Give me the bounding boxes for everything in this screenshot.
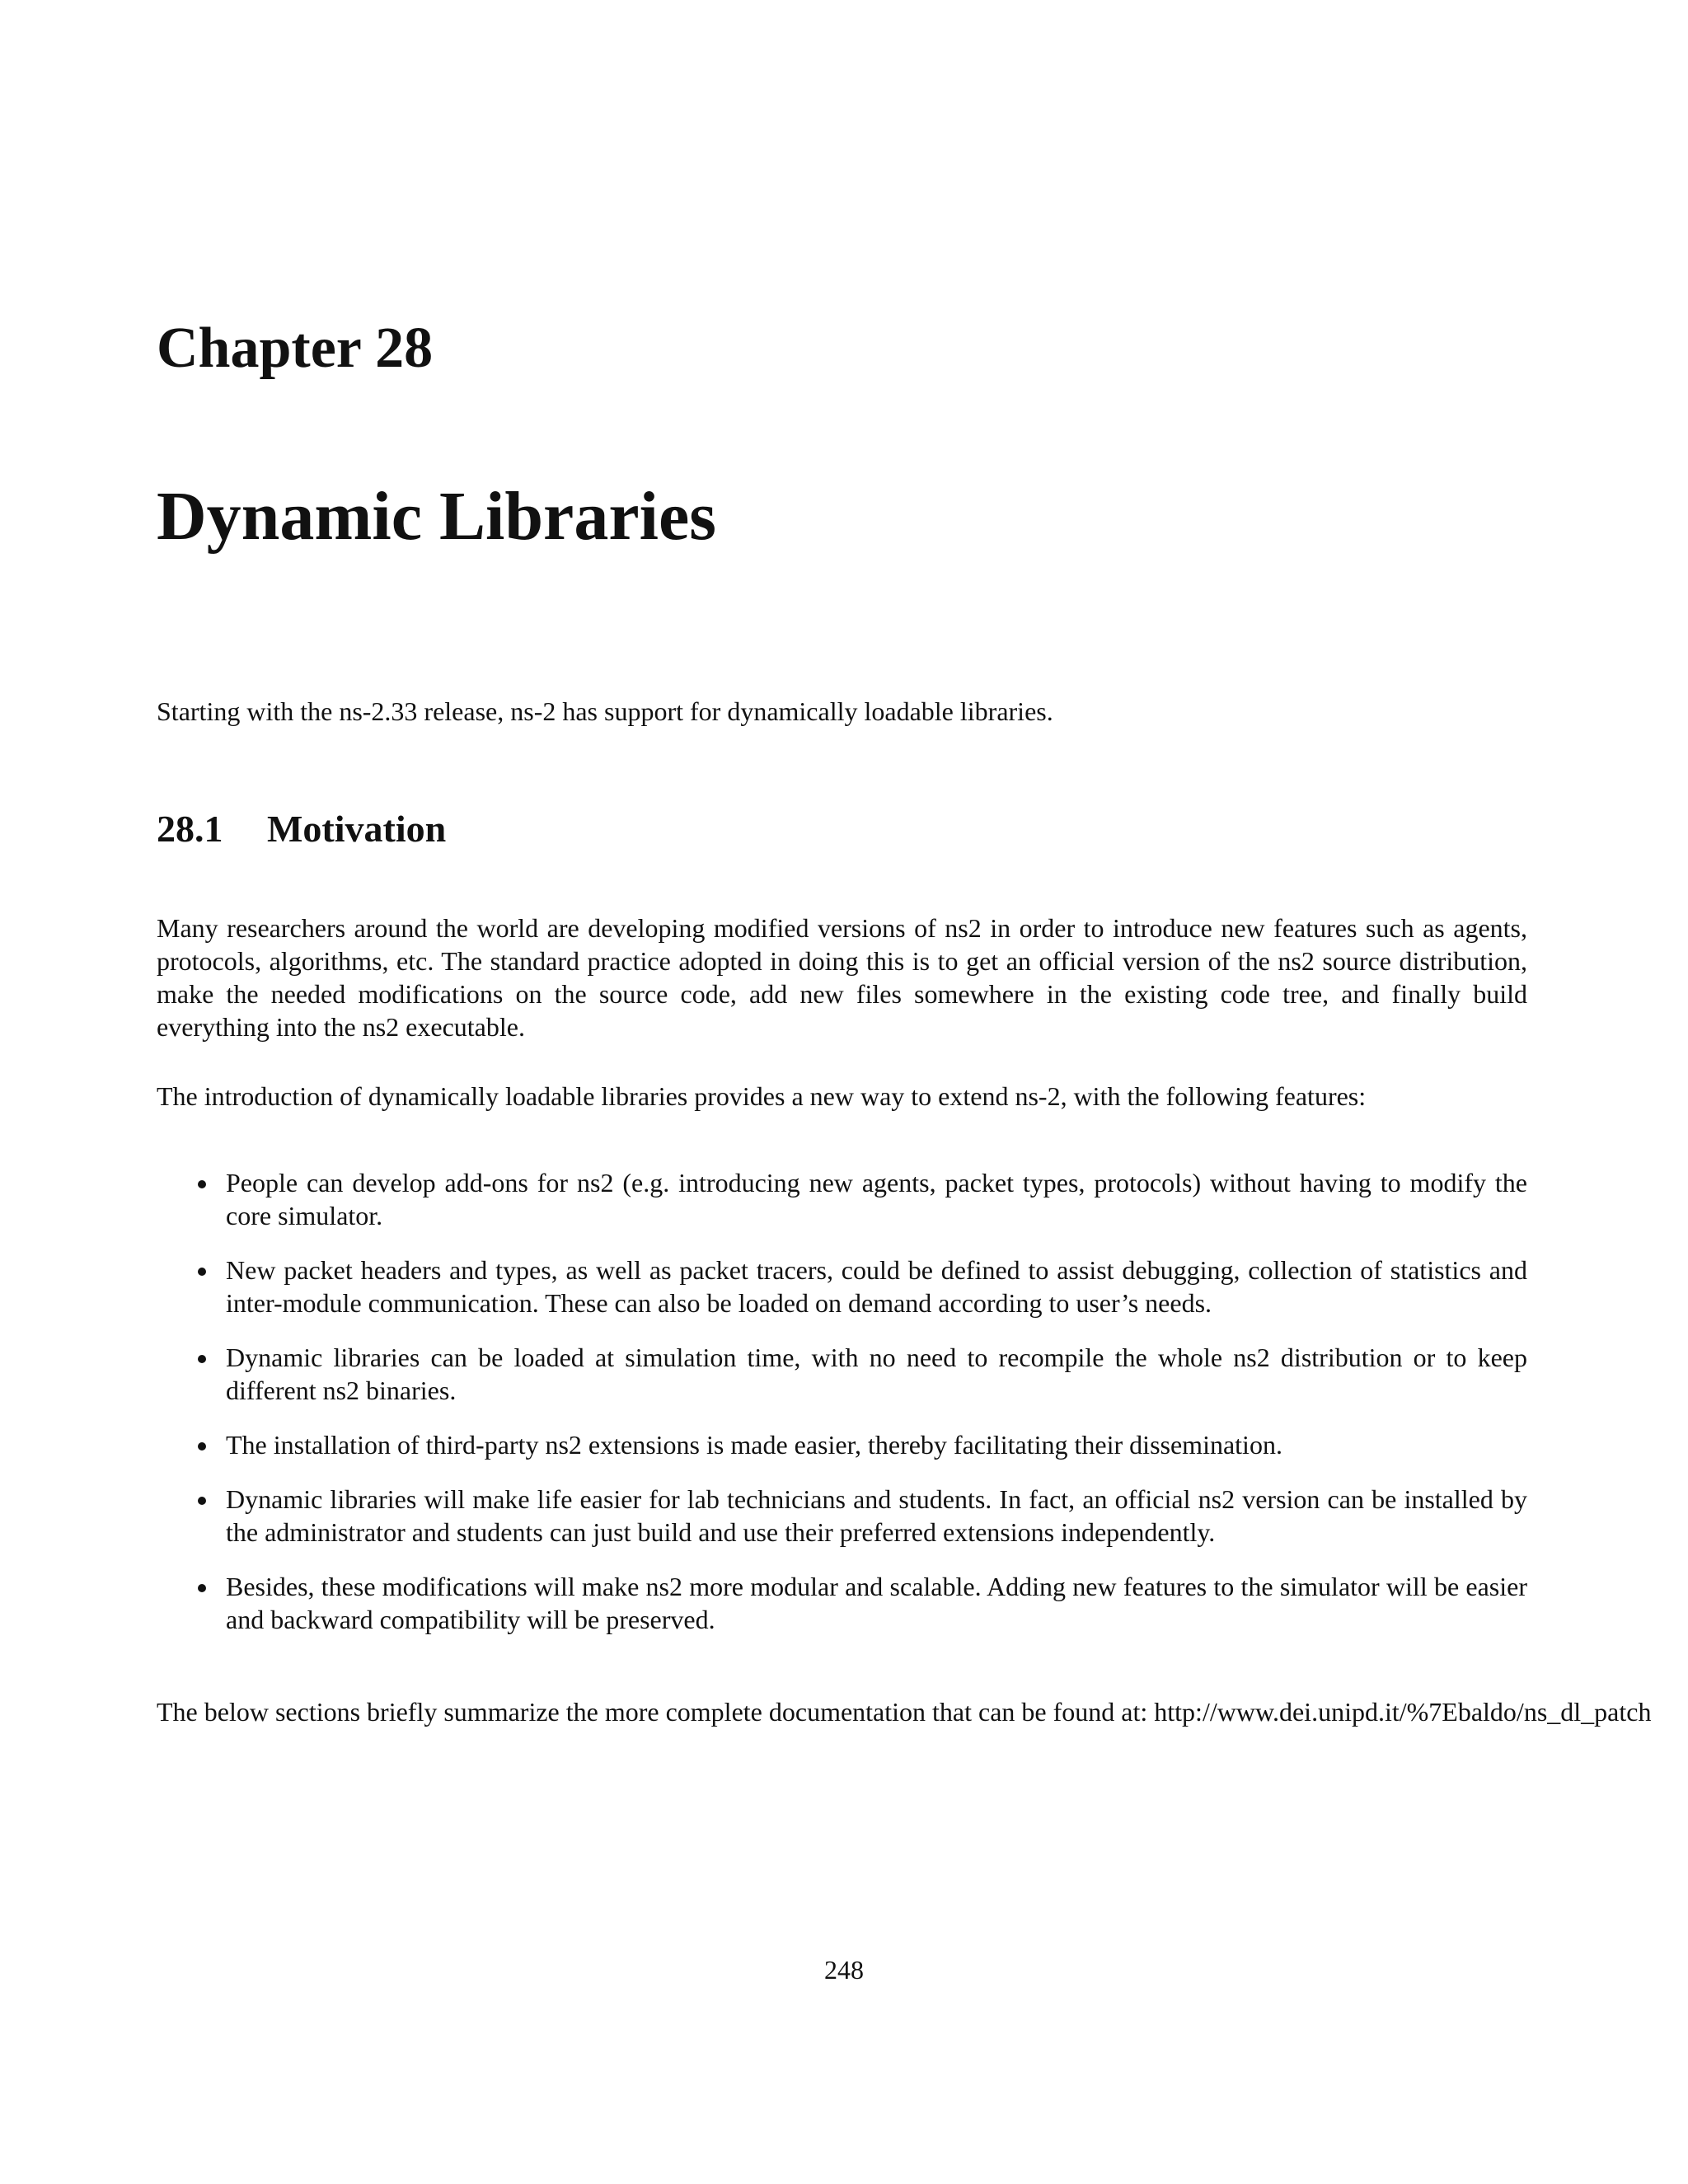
chapter-title: Dynamic Libraries — [157, 478, 716, 555]
list-item — [157, 1254, 1527, 1319]
features-intro-paragraph: The introduction of dynamically loadable libraries provides a new way to extend ns-2, with the following features: — [157, 1081, 1367, 1111]
list-item — [157, 1166, 1527, 1232]
section-heading — [157, 810, 446, 848]
intro-paragraph: Starting with the ns-2.33 release, ns-2 has support for dynamically loadable libraries. — [157, 696, 1053, 726]
bullet-icon — [198, 1584, 206, 1592]
list-item-text: The installation of third-party ns2 extensions is made easier, thereby facilitating their dissemination. — [226, 1430, 1282, 1460]
closing-paragraph: The below sections briefly summarize the more complete documentation that can be found at: http://www.dei.unipd.it/%7Ebaldo/ns_dl_patch — [157, 1697, 1652, 1727]
list-item — [157, 1570, 1527, 1636]
list-item — [157, 1428, 1527, 1461]
bullet-icon — [198, 1268, 206, 1276]
chapter-label: Chapter 28 — [157, 316, 434, 380]
section-title: Motivation — [267, 808, 447, 850]
page-number: 248 — [824, 1955, 864, 1985]
list-item-text: Dynamic libraries can be loaded at simulation time, with no need to recompile the whole ns2 distribution or to keep different ns2 binaries. — [226, 1343, 1527, 1405]
bullet-icon — [198, 1355, 206, 1363]
feature-list — [157, 1166, 1527, 1657]
section-number: 28.1 — [157, 808, 223, 850]
list-item — [157, 1483, 1527, 1549]
bullet-icon — [198, 1180, 206, 1188]
motivation-paragraph: Many researchers around the world are developing modified versions of ns2 in order to introduce new features such as agents, protocols, algorithms, etc. The standard practice adopted in doing this is to get an official version of the ns2 source distribution, make the needed modifications on the source code, add new files somewhere in the existing code tree, and finally build everything into the ns2 executable. — [157, 913, 1527, 1042]
list-item-text: New packet headers and types, as well as packet tracers, could be defined to assist debugging, collection of statistics and inter-module communication. These can also be loaded on demand according to user’s needs. — [226, 1255, 1527, 1318]
list-item-text: People can develop add-ons for ns2 (e.g. introducing new agents, packet types, protocols) without having to modify the core simulator. — [226, 1168, 1527, 1230]
list-item — [157, 1341, 1527, 1407]
list-item-text: Besides, these modifications will make ns2 more modular and scalable. Adding new features to the simulator will be easier and backward compatibility will be preserved. — [226, 1572, 1527, 1634]
bullet-icon — [198, 1442, 206, 1451]
list-item-text: Dynamic libraries will make life easier for lab technicians and students. In fact, an official ns2 version can be installed by the administrator and students can just build and use their preferred extensions independently. — [226, 1484, 1527, 1547]
bullet-icon — [198, 1497, 206, 1505]
